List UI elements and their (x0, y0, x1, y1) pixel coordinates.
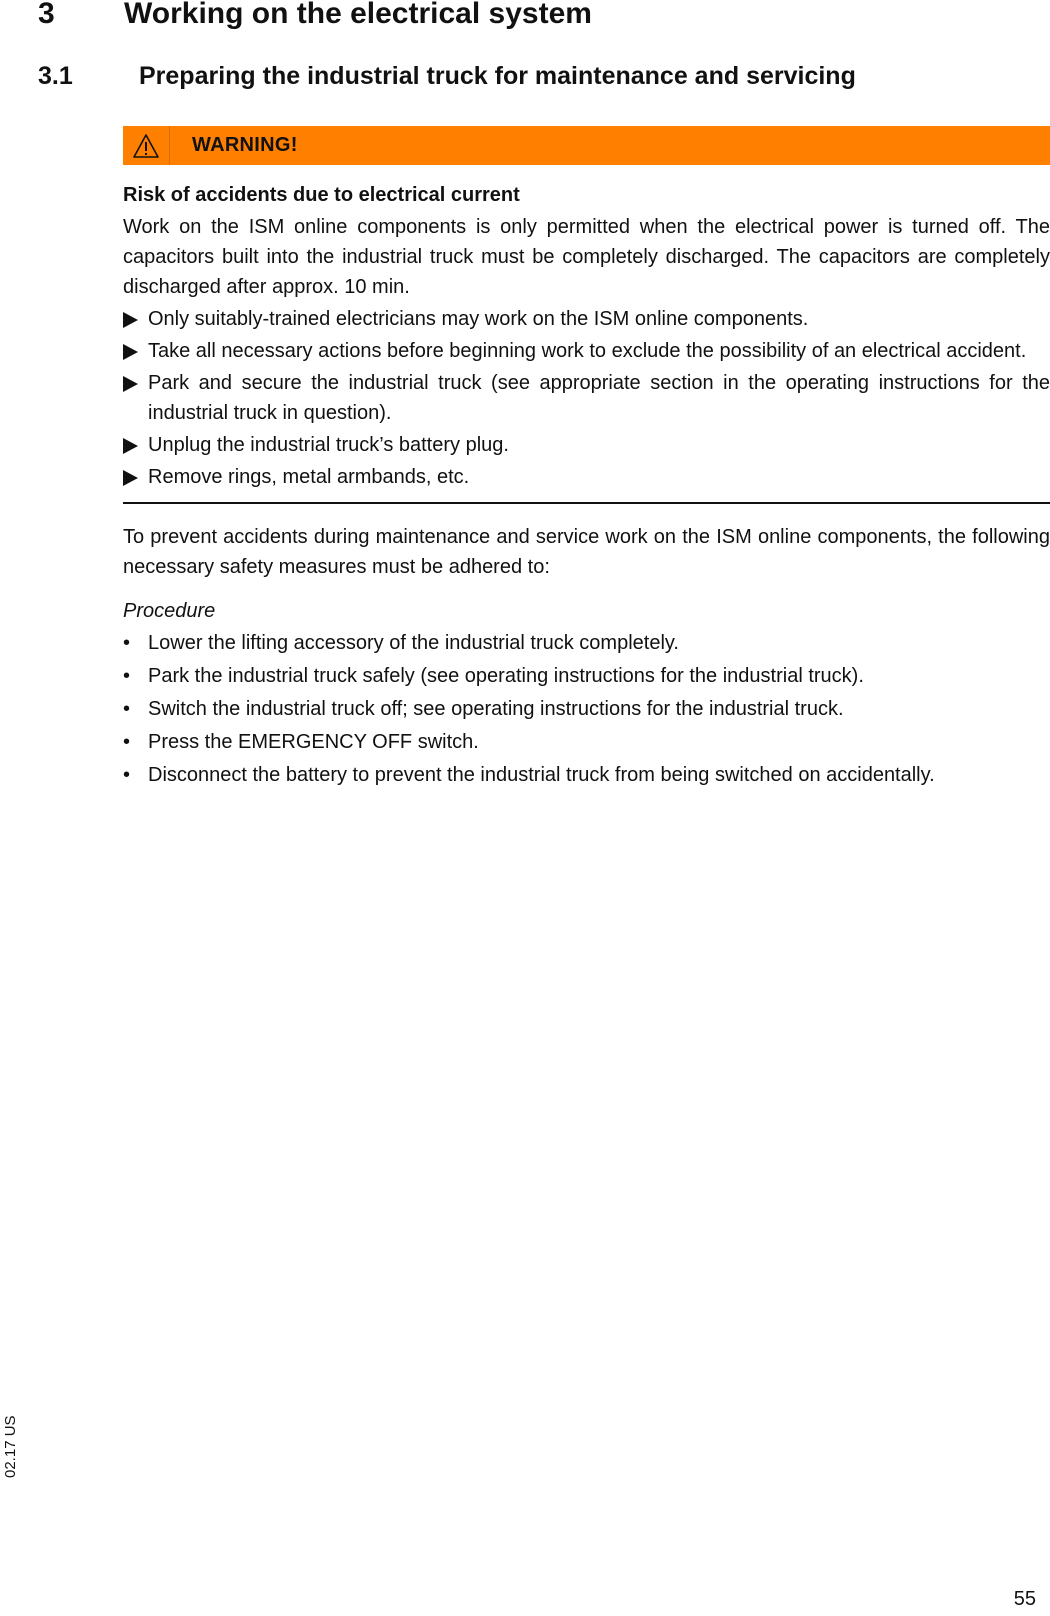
procedure-item: • Press the EMERGENCY OFF switch. (123, 727, 1050, 757)
procedure-title: Procedure (123, 600, 216, 622)
arrow-right-icon (123, 344, 138, 360)
procedure-item: • Park the industrial truck safely (see operating instructions for the industrial truck). (123, 661, 1050, 691)
main-content (123, 180, 1050, 793)
warning-steps-list (123, 304, 1050, 492)
procedure-list (123, 628, 1050, 790)
warning-step: Only suitably-trained electricians may work on the ISM online components. (123, 304, 1050, 334)
bullet-icon: • (123, 764, 131, 786)
divider (123, 502, 1050, 504)
arrow-right-icon (123, 312, 138, 328)
warning-triangle-icon (123, 126, 170, 165)
procedure-item: • Switch the industrial truck off; see operating instructions for the industrial truck. (123, 694, 1050, 724)
arrow-right-icon (123, 470, 138, 486)
bullet-icon: • (123, 731, 131, 753)
warning-title: Risk of accidents due to electrical current (123, 184, 520, 206)
page-number: 55 (1013, 1588, 1036, 1610)
section-number: 3.1 (38, 62, 73, 90)
warning-step: Park and secure the industrial truck (see appropriate section in the operating instructions for the industrial truck in question). (123, 368, 1050, 428)
arrow-right-icon (123, 376, 138, 392)
section-title: Preparing the industrial truck for maintenance and servicing (139, 62, 856, 90)
bullet-icon: • (123, 665, 131, 687)
intro-paragraph: To prevent accidents during maintenance and service work on the ISM online components, the following necessary safety measures must be adhered to: (123, 526, 1050, 578)
chapter-number: 3 (38, 0, 55, 30)
document-revision-code: 02.17 US (2, 1415, 19, 1478)
warning-description: Work on the ISM online components is only permitted when the electrical power is turned off. The capacitors built into the industrial truck must be completely discharged. The capacitors are completely discharged after approx. 10 min. (123, 216, 1050, 298)
warning-banner (123, 126, 1050, 165)
warning-step: Unplug the industrial truck’s battery plug. (123, 430, 1050, 460)
warning-label: WARNING! (192, 134, 298, 156)
bullet-icon: • (123, 698, 131, 720)
procedure-item: • Lower the lifting accessory of the industrial truck completely. (123, 628, 1050, 658)
arrow-right-icon (123, 438, 138, 454)
chapter-heading (38, 0, 592, 31)
procedure-item: • Disconnect the battery to prevent the industrial truck from being switched on accidentally. (123, 760, 1050, 790)
warning-step: Take all necessary actions before beginning work to exclude the possibility of an electrical accident. (123, 336, 1050, 366)
chapter-title: Working on the electrical system (124, 0, 592, 30)
section-heading (38, 62, 856, 91)
bullet-icon: • (123, 632, 131, 654)
warning-step: Remove rings, metal armbands, etc. (123, 462, 1050, 492)
